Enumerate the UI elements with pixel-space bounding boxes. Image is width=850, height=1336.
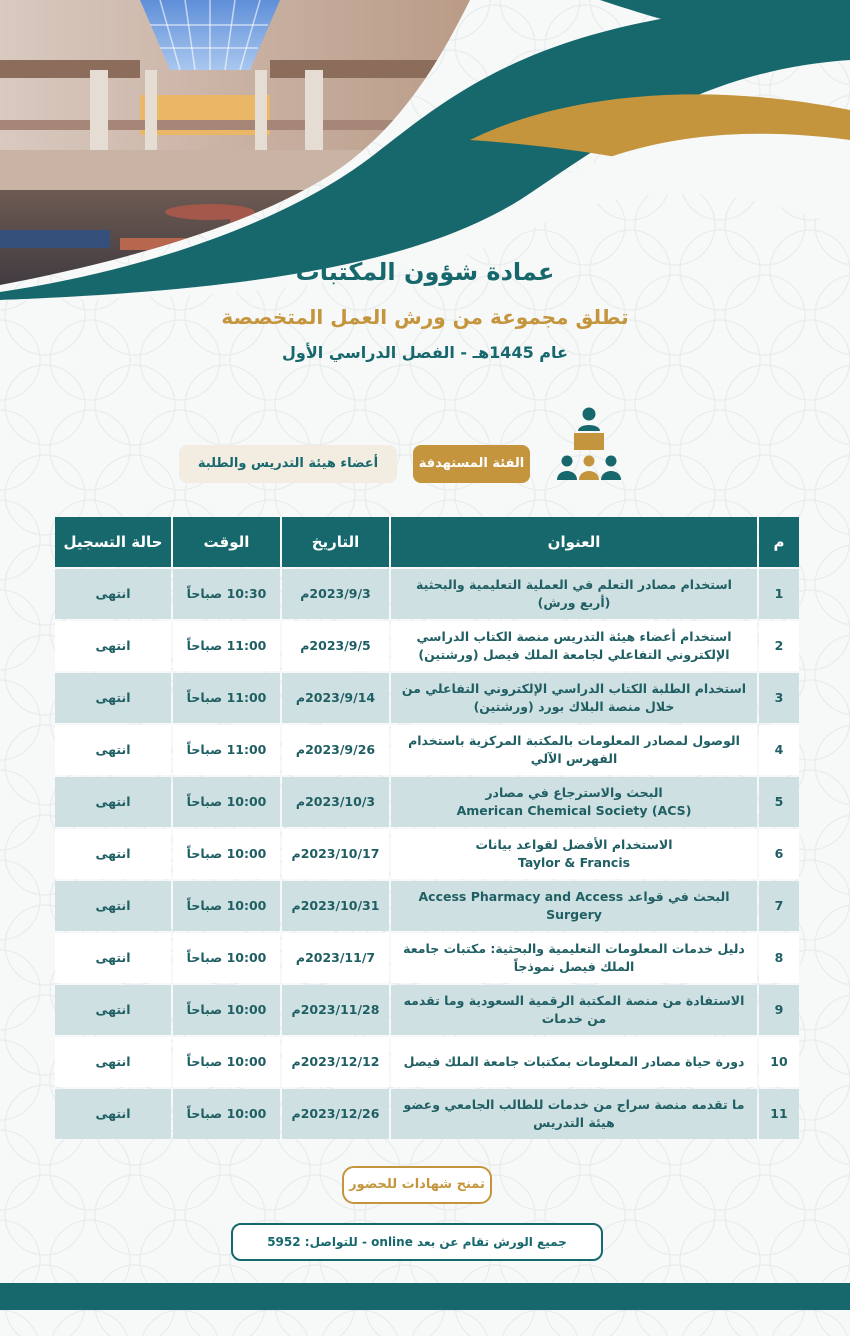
row-time: 10:00 صباحاً (173, 933, 280, 983)
table-row (55, 1089, 799, 1139)
row-num: 6 (759, 829, 799, 879)
row-time: 10:00 صباحاً (173, 985, 280, 1035)
row-status: انتهى (55, 621, 171, 671)
row-time: 10:00 صباحاً (173, 777, 280, 827)
row-num: 4 (759, 725, 799, 775)
header-title: العنوان (391, 517, 757, 567)
table-row (55, 621, 799, 671)
target-audience-value: أعضاء هيئة التدريس والطلبة (179, 445, 397, 483)
row-status: انتهى (55, 881, 171, 931)
table-row (55, 777, 799, 827)
row-num: 10 (759, 1037, 799, 1087)
row-title: استخدام الطلبة الكتاب الدراسي الإلكتروني التفاعلي من خلال منصة البلاك بورد (ورشتين) (391, 673, 757, 723)
row-title: البحث في قواعد Access Pharmacy and Access Surgery (391, 881, 757, 931)
row-time: 10:00 صباحاً (173, 1089, 280, 1139)
row-status: انتهى (55, 933, 171, 983)
workshops-table (53, 515, 801, 1141)
row-time: 10:00 صباحاً (173, 829, 280, 879)
table-row (55, 881, 799, 931)
row-status: انتهى (55, 673, 171, 723)
table-row (55, 1037, 799, 1087)
row-status: انتهى (55, 777, 171, 827)
row-title: ما تقدمه منصة سراج من خدمات للطالب الجامعي وعضو هيئة التدريس (391, 1089, 757, 1139)
row-date: 2023/10/3م (282, 777, 389, 827)
page-subtitle: تطلق مجموعة من ورش العمل المتخصصة (221, 305, 629, 329)
row-num: 5 (759, 777, 799, 827)
row-title: استخدام مصادر التعلم في العملية التعليمية والبحثية (أربع ورش) (391, 569, 757, 619)
row-time: 10:00 صباحاً (173, 881, 280, 931)
row-num: 9 (759, 985, 799, 1035)
row-status: انتهى (55, 829, 171, 879)
row-date: 2023/9/5م (282, 621, 389, 671)
row-date: 2023/10/17م (282, 829, 389, 879)
row-date: 2023/12/26م (282, 1089, 389, 1139)
row-time: 10:30 صباحاً (173, 569, 280, 619)
row-title: البحث والاسترجاع في مصادر American Chemical Society (ACS) (391, 777, 757, 827)
table-header-row (55, 517, 799, 567)
row-date: 2023/12/12م (282, 1037, 389, 1087)
row-date: 2023/10/31م (282, 881, 389, 931)
row-num: 3 (759, 673, 799, 723)
table-row (55, 673, 799, 723)
row-num: 2 (759, 621, 799, 671)
header-time: الوقت (173, 517, 280, 567)
row-status: انتهى (55, 725, 171, 775)
row-num: 1 (759, 569, 799, 619)
row-status: انتهى (55, 569, 171, 619)
row-num: 7 (759, 881, 799, 931)
table-row (55, 829, 799, 879)
target-audience-label: الفئة المستهدفة (413, 445, 530, 483)
row-num: 8 (759, 933, 799, 983)
row-title: استخدام أعضاء هيئة التدريس منصة الكتاب الدراسي الإلكتروني التفاعلي لجامعة الملك فيصل (ورشتين) (391, 621, 757, 671)
row-time: 11:00 صباحاً (173, 621, 280, 671)
table-row (55, 985, 799, 1035)
row-title: الوصول لمصادر المعلومات بالمكتبة المركزية باستخدام الفهرس الآلي (391, 725, 757, 775)
row-date: 2023/11/28م (282, 985, 389, 1035)
header-num: م (759, 517, 799, 567)
semester-line: عام 1445هـ - الفصل الدراسي الأول (282, 343, 568, 362)
row-status: انتهى (55, 1037, 171, 1087)
table-row (55, 569, 799, 619)
table-row (55, 933, 799, 983)
row-title: دورة حياة مصادر المعلومات بمكتبات جامعة الملك فيصل (391, 1037, 757, 1087)
footer-bar (0, 1283, 850, 1310)
online-contact-note: جميع الورش تقام عن بعد online - للتواصل: 5952 (231, 1223, 603, 1261)
row-status: انتهى (55, 1089, 171, 1139)
certificates-badge: تمنح شهادات للحضور (342, 1166, 492, 1204)
row-date: 2023/9/26م (282, 725, 389, 775)
header-status: حالة التسجيل (55, 517, 171, 567)
row-num: 11 (759, 1089, 799, 1139)
row-date: 2023/9/3م (282, 569, 389, 619)
row-time: 11:00 صباحاً (173, 673, 280, 723)
row-title: دليل خدمات المعلومات التعليمية والبحثية: مكتبات جامعة الملك فيصل نموذجاً (391, 933, 757, 983)
row-time: 10:00 صباحاً (173, 1037, 280, 1087)
row-date: 2023/11/7م (282, 933, 389, 983)
row-status: انتهى (55, 985, 171, 1035)
row-title: الاستخدام الأفضل لقواعد بيانات Taylor & Francis (391, 829, 757, 879)
header-titles (0, 252, 850, 366)
row-time: 11:00 صباحاً (173, 725, 280, 775)
audience-presenter-icon (556, 405, 622, 483)
row-title: الاستفادة من منصة المكتبة الرقمية السعودية وما تقدمه من خدمات (391, 985, 757, 1035)
row-date: 2023/9/14م (282, 673, 389, 723)
page-title: عمادة شؤون المكتبات (295, 258, 555, 286)
table-row (55, 725, 799, 775)
header-date: التاريخ (282, 517, 389, 567)
